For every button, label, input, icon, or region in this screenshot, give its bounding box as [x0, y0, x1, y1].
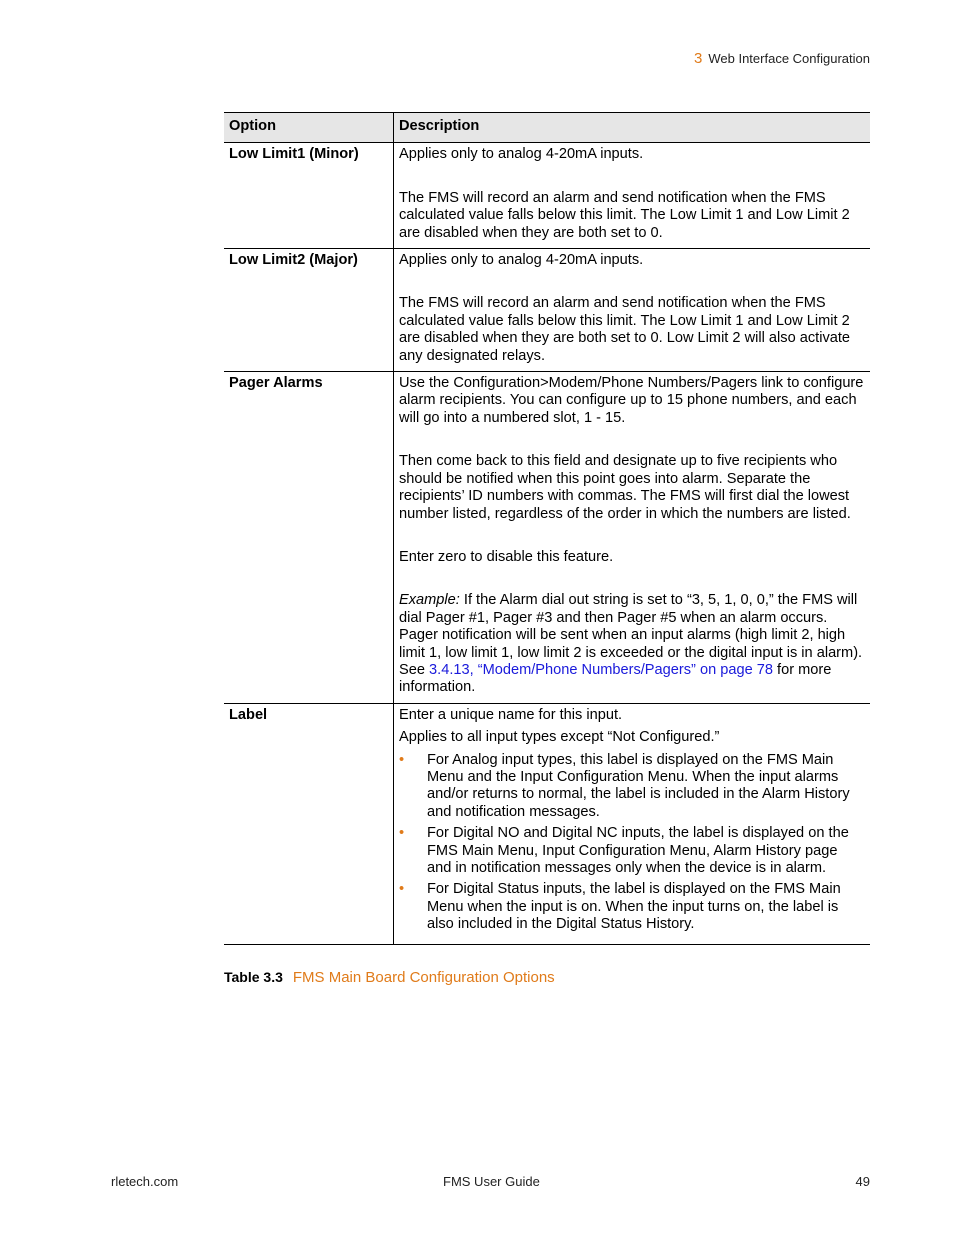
list-item [399, 752, 865, 822]
option-description [394, 372, 871, 704]
option-description [394, 703, 871, 944]
description-paragraph: Applies to all input types except “Not Configured.” [399, 729, 720, 746]
option-description [394, 143, 871, 249]
description-paragraph: Use the Configuration>Modem/Phone Numbers/Pagers link to configure alarm recipients. You can configure up to 15 phone numbers, and each will go into a numbered slot, 1 - 15. [399, 375, 864, 426]
example-paragraph [399, 592, 865, 696]
options-table [224, 112, 870, 945]
bullet-icon: • [399, 825, 405, 842]
example-tail: for more information. [399, 661, 832, 696]
bullet-text: For Analog input types, this label is displayed on the FMS Main Menu and the Input Configuration Menu. When the input alarms and/or returns to normal, the label is included in the Alarm History and notification messages. [427, 751, 850, 820]
bullet-text: For Digital NO and Digital NC inputs, the label is displayed on the FMS Main Menu, Input Configuration Menu, Alarm History page and in notification messages only when the device is in alarm. [427, 825, 849, 876]
bullet-icon: • [399, 881, 405, 898]
bullet-icon: • [399, 751, 405, 768]
description-paragraph: Applies only to analog 4-20mA inputs. [399, 252, 644, 269]
column-header-description: Description [394, 113, 871, 143]
table-number: Table 3.3 [224, 969, 283, 985]
option-name: Pager Alarms [224, 372, 394, 704]
page-number: 49 [855, 1174, 870, 1189]
table-row [224, 249, 870, 372]
description-paragraph: Enter a unique name for this input. [399, 706, 623, 723]
table-row [224, 372, 870, 704]
table-row [224, 703, 870, 944]
option-name: Low Limit1 (Minor) [224, 143, 394, 249]
description-paragraph: The FMS will record an alarm and send notification when the FMS calculated value falls below this limit. The Low Limit 1 and Low Limit 2 are disabled when they are both set to 0. [399, 189, 850, 241]
column-header-option: Option [224, 113, 394, 143]
footer-website: rletech.com [111, 1174, 179, 1189]
example-text: If the Alarm dial out string is set to “3, 5, 1, 0, 0,” the FMS will dial Pager #1, Pager #3 and then Pager #5 when an alarm occurs. Pager notification will be sent when an input alarms (high limit 2, high limit 1, low limit 1, low limit 2 is exceeded or the digital input is in alarm). See [399, 592, 863, 678]
description-paragraph: Then come back to this field and designate up to five recipients who should be notified when this point goes into alarm. Separate the recipients’ ID numbers with commas. The FMS will first dial the lowest number listed, regardless of the order in which the numbers are listed. [399, 453, 851, 522]
option-description [394, 249, 871, 372]
chapter-title: Web Interface Configuration [708, 51, 870, 66]
list-item [399, 825, 865, 877]
description-paragraph: Enter zero to disable this feature. [399, 548, 614, 565]
bullet-text: For Digital Status inputs, the label is displayed on the FMS Main Menu when the input is on. When the input turns on, the label is also included in the Digital Status History. [427, 881, 841, 933]
option-name: Low Limit2 (Major) [224, 249, 394, 372]
running-header [694, 50, 870, 67]
table-caption [224, 969, 555, 986]
chapter-number: 3 [694, 50, 703, 67]
table-header-row [224, 113, 870, 143]
option-name: Label [224, 703, 394, 944]
bullet-list [399, 752, 865, 934]
cross-reference-link[interactable]: 3.4.13, “Modem/Phone Numbers/Pagers” on page 78 [429, 661, 773, 678]
table-row [224, 143, 870, 249]
description-paragraph: Applies only to analog 4-20mA inputs. [399, 146, 644, 163]
example-label: Example: [399, 592, 460, 609]
list-item [399, 881, 865, 933]
description-paragraph: The FMS will record an alarm and send notification when the FMS calculated value falls below this limit. The Low Limit 1 and Low Limit 2 are disabled when they are both set to 0. Low Limit 2 will also activate any designated relays. [399, 295, 851, 364]
footer-doc-title: FMS User Guide [443, 1174, 540, 1189]
table-title: FMS Main Board Configuration Options [292, 969, 555, 986]
